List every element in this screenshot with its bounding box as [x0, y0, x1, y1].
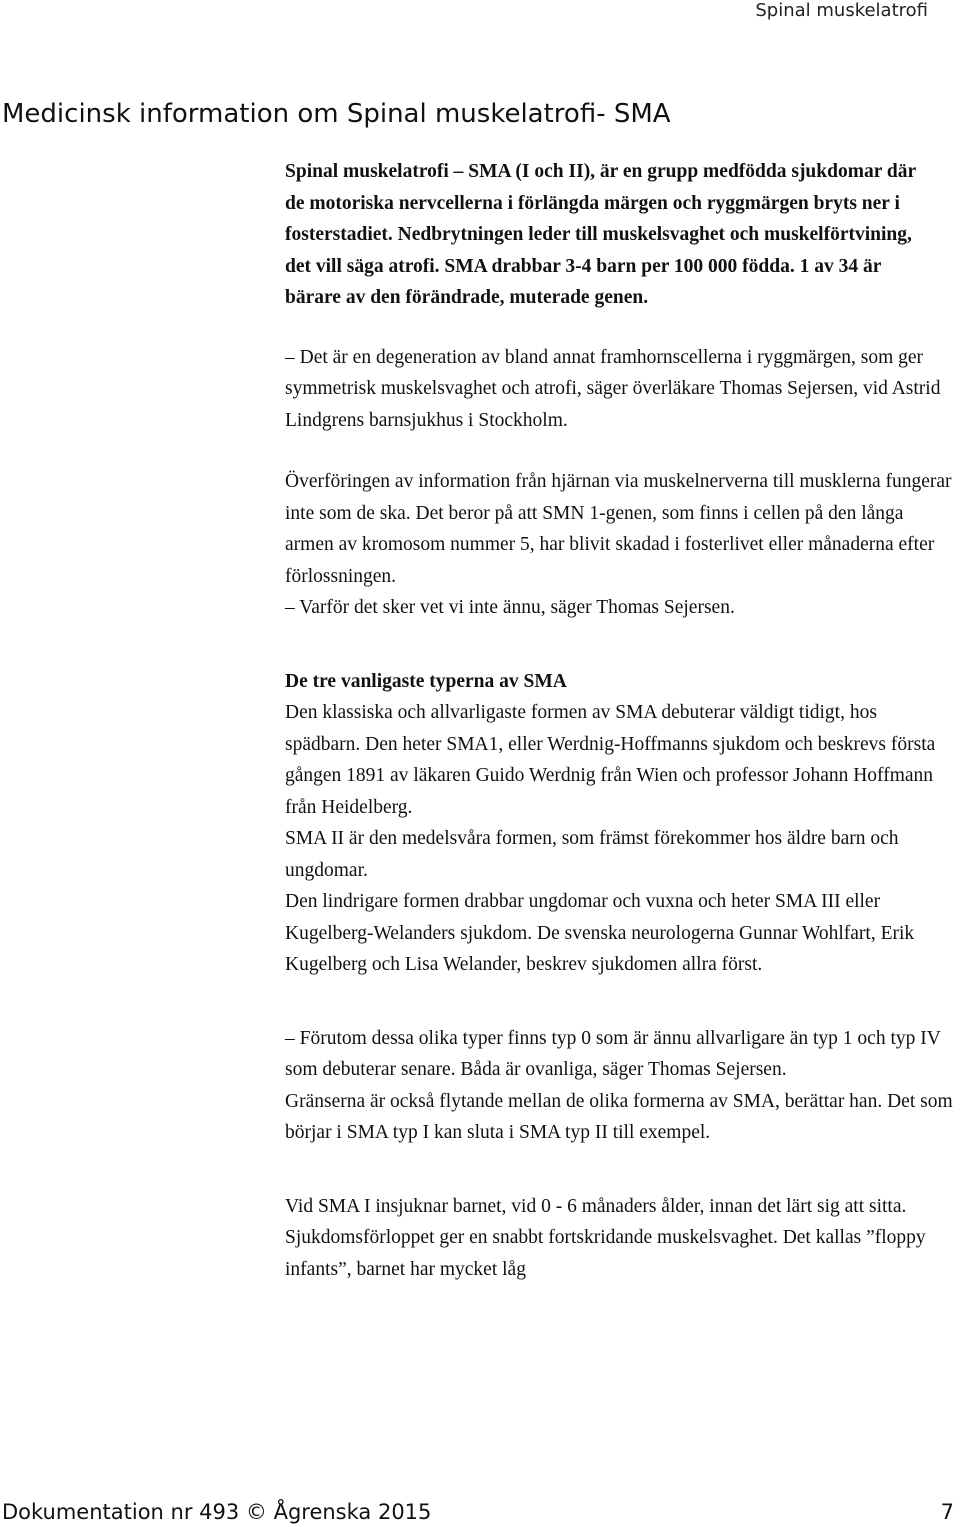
paragraph: SMA II är den medelsvåra formen, som främst förekommer hos äldre barn och ungdomar.	[285, 828, 899, 881]
page-footer	[0, 1497, 960, 1527]
paragraph: Gränserna är också flytande mellan de olika formerna av SMA, berättar han. Det som börjar i SMA typ I kan sluta i SMA typ II till exempel.	[285, 1090, 953, 1143]
page-title: Medicinsk information om Spinal muskelatrofi- SMA	[2, 99, 671, 129]
lead-paragraph: Spinal muskelatrofi – SMA (I och II), är en grupp medfödda sjukdomar där de motoriska nervcellerna i förlängda märgen och ryggmärgen bryts ner i fosterstadiet. Nedbrytningen leder till muskelsvaghet och muskelförtvining, det vill säga atrofi. SMA drabbar 3-4 barn per 100 000 födda. 1 av 34 är bärare av den förändrade, muterade genen.	[285, 161, 916, 308]
paragraph: Den lindrigare formen drabbar ungdomar och vuxna och heter SMA III eller Kugelberg-Welanders sjukdom. De svenska neurologerna Gunnar Wohlfart, Erik Kugelberg och Lisa Welander, beskrev sjukdomen allra först.	[285, 891, 915, 975]
section-heading: De tre vanligaste typerna av SMA	[285, 670, 567, 692]
body-column	[285, 156, 953, 1285]
footer-credit: Dokumentation nr 493 © Ågrenska 2015	[2, 1500, 432, 1524]
paragraph: – Förutom dessa olika typer finns typ 0 som är ännu allvarligare än typ 1 och typ IV som debuterar senare. Båda är ovanliga, säger Thomas Sejersen.	[285, 1027, 941, 1080]
page-number: 7	[940, 1500, 954, 1524]
running-header: Spinal muskelatrofi	[755, 0, 928, 21]
paragraph: – Det är en degeneration av bland annat framhornscellerna i ryggmärgen, som ger symmetrisk muskelsvaghet och atrofi, säger överläkare Thomas Sejersen, vid Astrid Lindgrens barnsjukhus i Stockholm.	[285, 346, 941, 431]
paragraph: Överföringen av information från hjärnan via muskelnerverna till musklerna fungerar inte som de ska. Det beror på att SMN 1-genen, som finns i cellen på den långa armen av kromosom nummer 5, har blivit skadad i fosterlivet eller månaderna efter förlossningen.	[285, 471, 952, 587]
paragraph: Den klassiska och allvarligaste formen av SMA debuterar väldigt tidigt, hos spädbarn. Den heter SMA1, eller Werdnig-Hoffmanns sjukdom och beskrevs första gången 1891 av läkaren Guido Werdnig från Wien och professor Johann Hoffmann från Heidelberg.	[285, 702, 936, 818]
paragraph: Vid SMA I insjuknar barnet, vid 0 - 6 månaders ålder, innan det lärt sig att sitta. Sjukdomsförloppet ger en snabbt fortskridande muskelsvaghet. Det kallas ”floppy infants”, barnet har mycket låg	[285, 1195, 926, 1280]
paragraph: – Varför det sker vet vi inte ännu, säger Thomas Sejersen.	[285, 597, 735, 618]
